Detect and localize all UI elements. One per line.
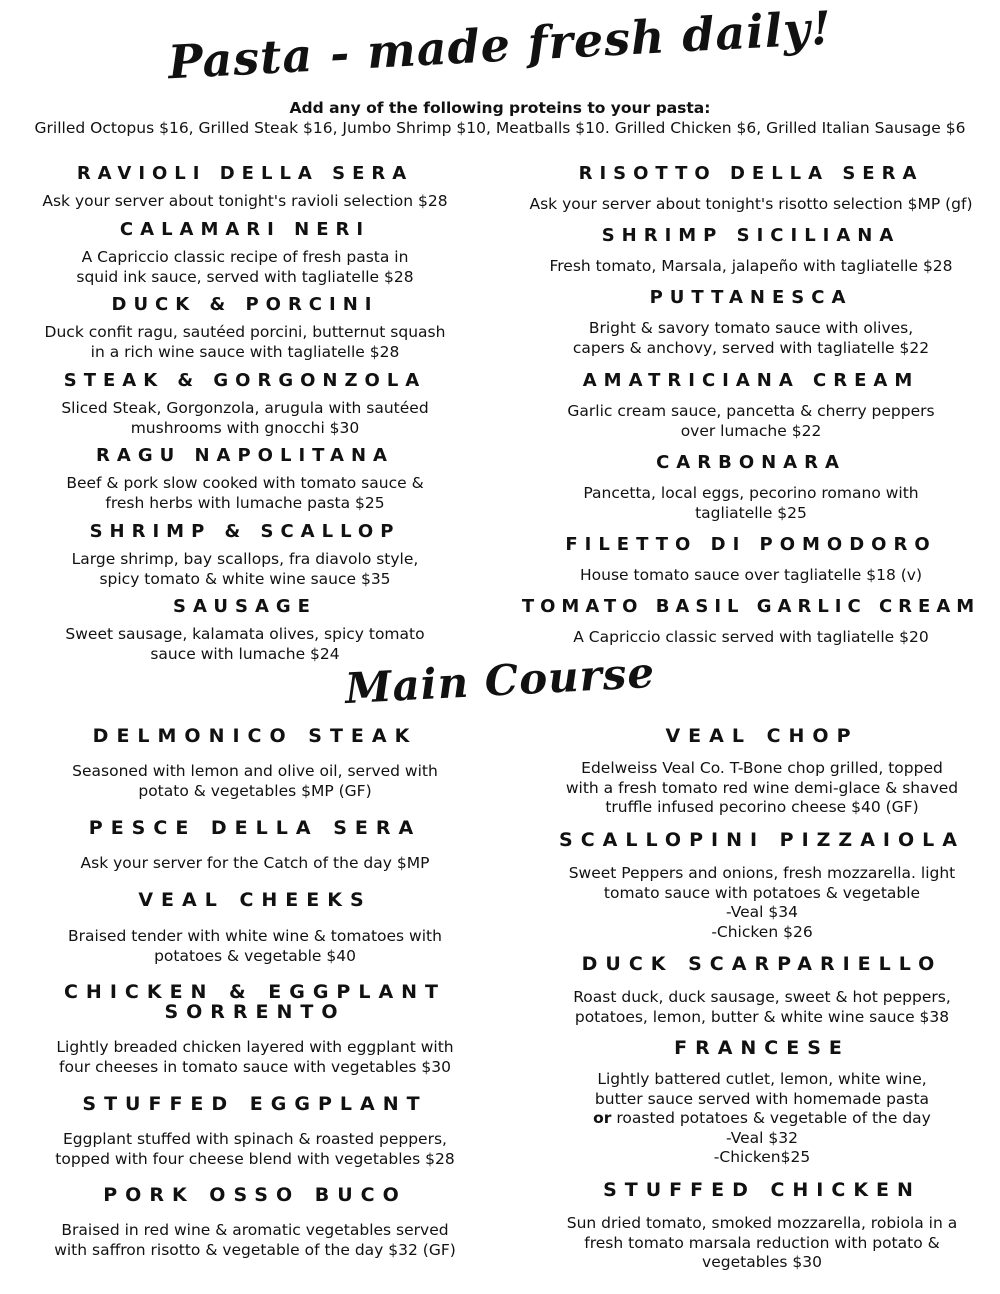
menu-item-description: potato & vegetables $MP (GF) — [138, 781, 372, 800]
protein-addons-list: Grilled Octopus $16, Grilled Steak $16, Jumbo Shrimp $10, Meatballs $10. Grilled Chicken $6, Grilled Italian Sausage $6 — [34, 119, 966, 137]
menu-item-description: with a fresh tomato red wine demi-glace & shaved — [565, 778, 959, 797]
menu-item-description: tomato sauce with potatoes & vegetable — [603, 883, 921, 902]
menu-item-description: with saffron risotto & vegetable of the day $32 (GF) — [54, 1240, 456, 1259]
menu-item-description: vegetables $30 — [702, 1253, 822, 1271]
menu-item-name: DELMONICO STEAK — [92, 725, 418, 747]
menu-item-description: truffle infused pecorino cheese $40 (GF) — [605, 798, 919, 816]
menu-item-description: potatoes, lemon, butter & white wine sauce $38 — [574, 1007, 950, 1026]
menu-item — [10, 371, 480, 438]
menu-item — [516, 371, 986, 441]
menu-item-description: tagliatelle $25 — [695, 503, 807, 522]
menu-item-description: Roast duck, duck sausage, sweet & hot peppers, — [573, 988, 951, 1006]
menu-item-description: Pancetta, local eggs, pecorino romano with — [583, 484, 919, 502]
menu-item-name: CHICKEN & EGGPLANT SORRENTO — [63, 981, 447, 1023]
menu-item — [527, 726, 997, 818]
menu-item-description: over lumache $22 — [680, 421, 822, 440]
menu-item-name: SHRIMP & SCALLOP — [89, 521, 401, 542]
menu-item-name: FILETTO DI POMODORO — [565, 534, 937, 555]
menu-item-name: PESCE DELLA SERA — [88, 817, 422, 839]
menu-item-description: -Veal $34 — [726, 903, 798, 921]
menu-item — [10, 522, 480, 589]
menu-item-name: RISOTTO DELLA SERA — [578, 163, 924, 184]
menu-item-description: -Chicken$25 — [713, 1148, 811, 1166]
menu-item — [516, 226, 986, 277]
emphasis-text: or — [593, 1109, 612, 1127]
menu-item-name: DUCK & PORCINI — [111, 294, 379, 315]
menu-item-description: capers & anchovy, served with tagliatelle $22 — [572, 338, 930, 357]
menu-item-description: A Capriccio classic recipe of fresh pasta in — [81, 248, 409, 266]
menu-item — [516, 535, 986, 586]
menu-item-description: -Chicken $26 — [711, 922, 813, 941]
menu-item — [10, 446, 480, 513]
menu-item-description: -Veal $32 — [726, 1128, 798, 1147]
menu-item-description: Sweet Peppers and onions, fresh mozzarella. light — [568, 864, 956, 882]
menu-item-description: Eggplant stuffed with spinach & roasted peppers, — [63, 1130, 447, 1148]
menu-item-description: Seasoned with lemon and olive oil, served with — [72, 762, 438, 780]
menu-item-description: Sun dried tomato, smoked mozzarella, robiola in a — [566, 1214, 958, 1232]
menu-item-description: Bright & savory tomato sauce with olives, — [588, 319, 914, 337]
menu-item-description: potatoes & vegetable $40 — [154, 946, 356, 965]
menu-item-description: sauce with lumache $24 — [150, 644, 340, 663]
menu-item — [516, 453, 986, 523]
menu-item-description: Garlic cream sauce, pancetta & cherry peppers — [567, 402, 935, 420]
menu-item-description: in a rich wine sauce with tagliatelle $28 — [90, 342, 400, 361]
menu-item — [10, 597, 480, 664]
menu-item-name: STEAK & GORGONZOLA — [63, 370, 427, 391]
menu-item-description: Fresh tomato, Marsala, jalapeño with tagliatelle $28 — [549, 257, 953, 275]
menu-item-description: Edelweiss Veal Co. T-Bone chop grilled, topped — [581, 759, 943, 777]
menu-item-description: Duck confit ragu, sautéed porcini, butternut squash — [44, 323, 446, 341]
menu-item — [10, 295, 480, 362]
protein-addons-header: Add any of the following proteins to your pasta: — [289, 99, 711, 117]
menu-item-description: Ask your server about tonight's ravioli selection $28 — [42, 192, 448, 210]
menu-item-description: squid ink sauce, served with tagliatelle $28 — [76, 267, 414, 286]
menu-item-description: butter sauce served with homemade pasta — [594, 1089, 930, 1108]
menu-item — [527, 1038, 997, 1168]
menu-item-name: PUTTANESCA — [649, 287, 853, 308]
menu-item-description: spicy tomato & white wine sauce $35 — [99, 569, 391, 588]
menu-item-description: Braised tender with white wine & tomatoes with — [68, 927, 442, 945]
menu-item — [527, 1180, 997, 1273]
menu-item-name: FRANCESE — [674, 1037, 850, 1059]
menu-item-name: SAUSAGE — [173, 596, 317, 617]
menu-item-description: topped with four cheese blend with vegetables $28 — [55, 1149, 455, 1168]
menu-item-description: or roasted potatoes & vegetable of the day — [593, 1109, 931, 1127]
menu-item-name: CALAMARI NERI — [119, 219, 371, 240]
menu-item — [527, 830, 997, 942]
menu-item-name: STUFFED CHICKEN — [603, 1179, 921, 1201]
menu-item — [516, 164, 986, 215]
menu-item-name: SHRIMP SICILIANA — [601, 225, 901, 246]
menu-item-description: Beef & pork slow cooked with tomato sauce & — [66, 474, 424, 492]
menu-item-name: RAGU NAPOLITANA — [96, 445, 394, 466]
menu-item-name: STUFFED EGGPLANT — [82, 1093, 428, 1115]
menu-item-name: VEAL CHEEKS — [138, 889, 372, 911]
menu-item-description: Braised in red wine & aromatic vegetables served — [61, 1221, 449, 1239]
menu-item-description: mushrooms with gnocchi $30 — [130, 418, 360, 437]
menu-item — [40, 1185, 470, 1260]
menu-item-description: Lightly battered cutlet, lemon, white wine, — [597, 1070, 927, 1088]
menu-item-description: Sliced Steak, Gorgonzola, arugula with sautéed — [61, 399, 429, 417]
menu-item-description: Lightly breaded chicken layered with eggplant with — [56, 1038, 454, 1056]
menu-item-description: Ask your server for the Catch of the day $MP — [80, 854, 430, 872]
menu-item — [10, 164, 480, 212]
menu-item — [40, 982, 470, 1077]
menu-item-name: AMATRICIANA CREAM — [582, 370, 920, 391]
protein-addons — [0, 98, 1000, 138]
menu-item-name: TOMATO BASIL GARLIC CREAM — [521, 596, 981, 617]
menu-item-name: DUCK SCARPARIELLO — [581, 953, 943, 975]
menu-item — [527, 954, 997, 1027]
menu-item — [40, 726, 470, 801]
menu-item-description: Ask your server about tonight's risotto selection $MP (gf) — [529, 195, 973, 213]
pasta-section-title: Pasta - made fresh daily! — [166, 0, 834, 90]
menu-item-name: SCALLOPINI PIZZAIOLA — [559, 829, 965, 851]
menu-item-description: four cheeses in tomato sauce with vegetables $30 — [59, 1057, 451, 1076]
menu-item-description: House tomato sauce over tagliatelle $18 (v) — [579, 566, 922, 584]
menu-item-name: VEAL CHOP — [665, 725, 859, 747]
menu-item — [40, 818, 470, 874]
menu-item-description: Sweet sausage, kalamata olives, spicy tomato — [65, 625, 425, 643]
menu-item-description: fresh tomato marsala reduction with potato & — [584, 1233, 940, 1252]
menu-item-name: RAVIOLI DELLA SERA — [76, 163, 414, 184]
menu-item — [10, 220, 480, 287]
menu-item-name: CARBONARA — [656, 452, 846, 473]
menu-item-description: A Capriccio classic served with tagliatelle $20 — [573, 628, 929, 646]
menu-item — [40, 890, 470, 966]
menu-item — [516, 288, 986, 358]
menu-item-name: PORK OSSO BUCO — [103, 1184, 407, 1206]
main-course-title: Main Course — [343, 647, 657, 714]
menu-item — [40, 1094, 470, 1169]
menu-item-description: Large shrimp, bay scallops, fra diavolo style, — [71, 550, 419, 568]
menu-item-description: fresh herbs with lumache pasta $25 — [105, 493, 385, 512]
